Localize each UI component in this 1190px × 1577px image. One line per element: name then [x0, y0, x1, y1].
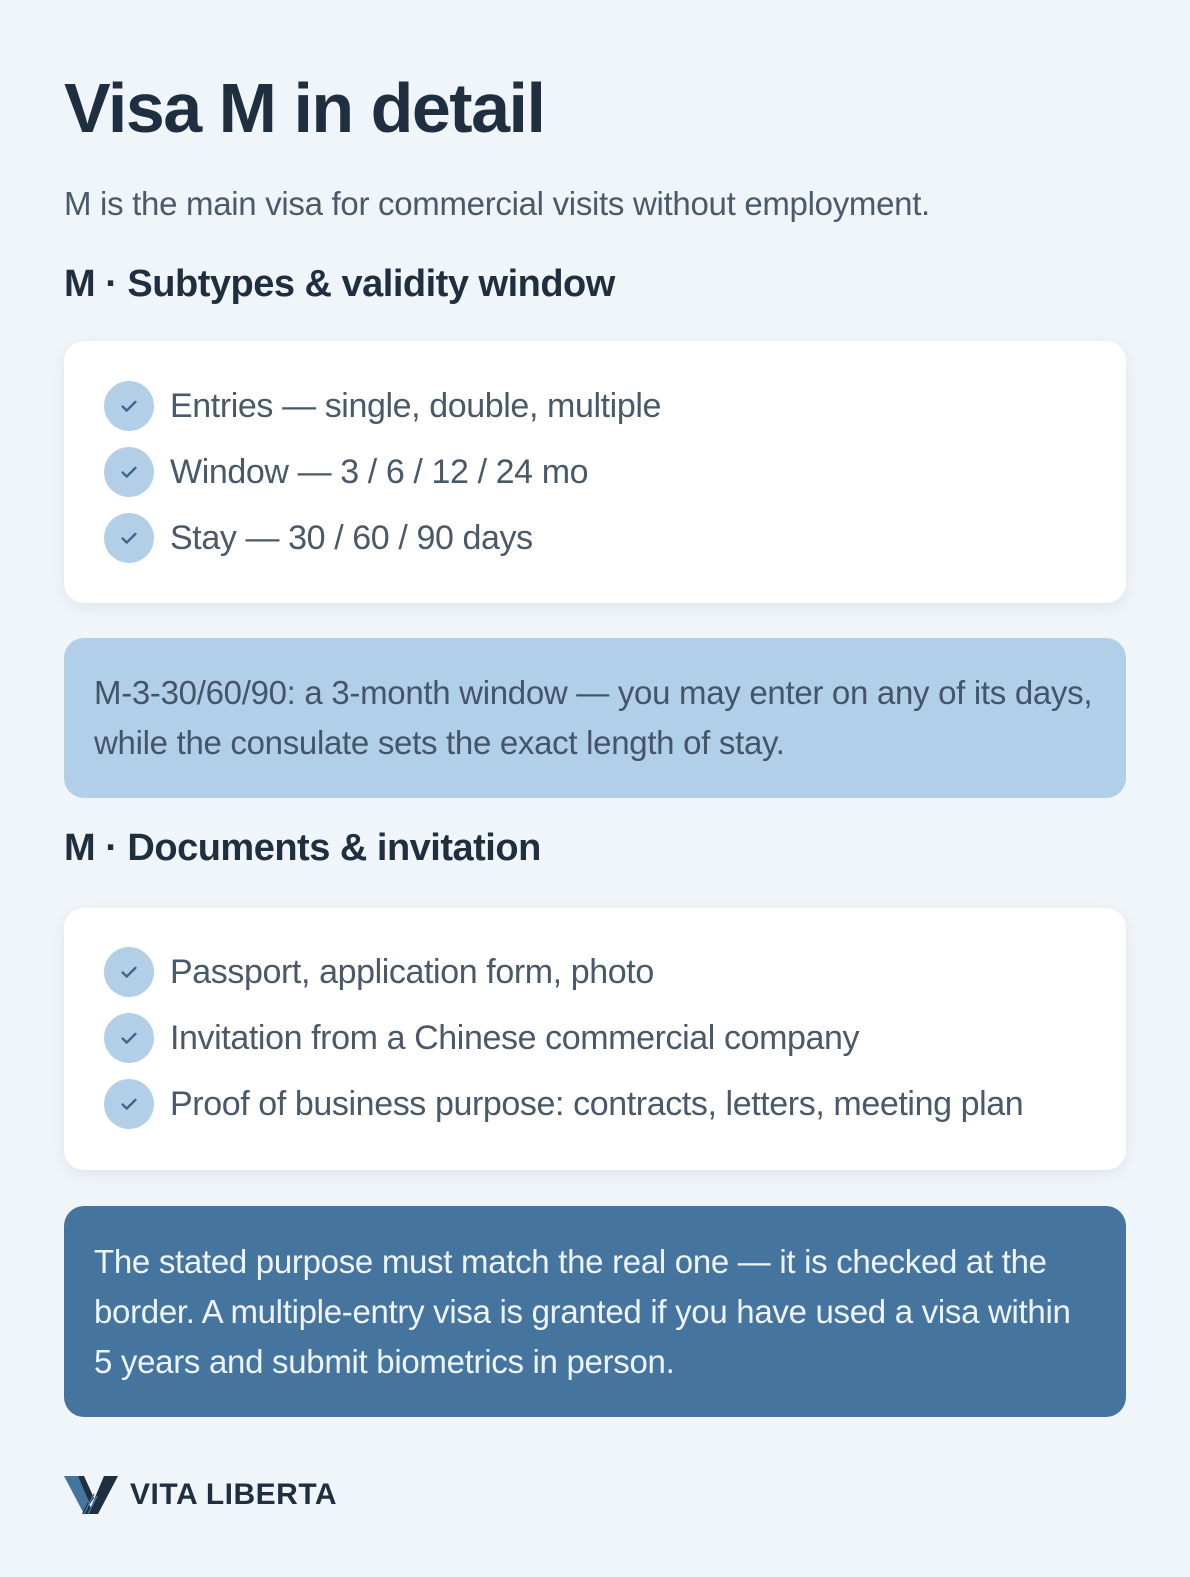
subtypes-card [64, 341, 1126, 603]
list-item-text: Passport, application form, photo [170, 952, 654, 991]
vita-liberta-logo-icon [64, 1474, 120, 1516]
check-icon [104, 513, 154, 563]
list-item [104, 1005, 1086, 1071]
section-heading-subtypes: M · Subtypes & validity window [64, 263, 615, 305]
list-item [104, 939, 1086, 1005]
list-item [104, 373, 1086, 439]
subtypes-note: M-3-30/60/90: a 3-month window — you may enter on any of its days, while the consulate sets the exact length of stay. [64, 638, 1126, 798]
section-heading-documents: M · Documents & invitation [64, 827, 541, 869]
list-item [104, 439, 1086, 505]
check-icon [104, 1013, 154, 1063]
list-item-text: Invitation from a Chinese commercial company [170, 1018, 860, 1057]
check-icon [104, 447, 154, 497]
page-title: Visa M in detail [64, 69, 545, 147]
page-subtitle: M is the main visa for commercial visits without employment. [64, 185, 930, 222]
list-item-text: Stay — 30 / 60 / 90 days [170, 518, 533, 557]
check-icon [104, 947, 154, 997]
list-item-text: Proof of business purpose: contracts, letters, meeting plan [170, 1084, 1024, 1123]
brand-logo [64, 1474, 337, 1516]
brand-name: VITA LIBERTA [130, 1478, 338, 1511]
documents-card [64, 908, 1126, 1170]
list-item-text: Window — 3 / 6 / 12 / 24 mo [170, 452, 589, 491]
list-item-text: Entries — single, double, multiple [170, 386, 661, 425]
list-item [104, 1071, 1086, 1137]
check-icon [104, 1079, 154, 1129]
check-icon [104, 381, 154, 431]
documents-note: The stated purpose must match the real one — it is checked at the border. A multiple-entry visa is granted if you have used a visa within 5 years and submit biometrics in person. [64, 1206, 1126, 1417]
list-item [104, 505, 1086, 571]
